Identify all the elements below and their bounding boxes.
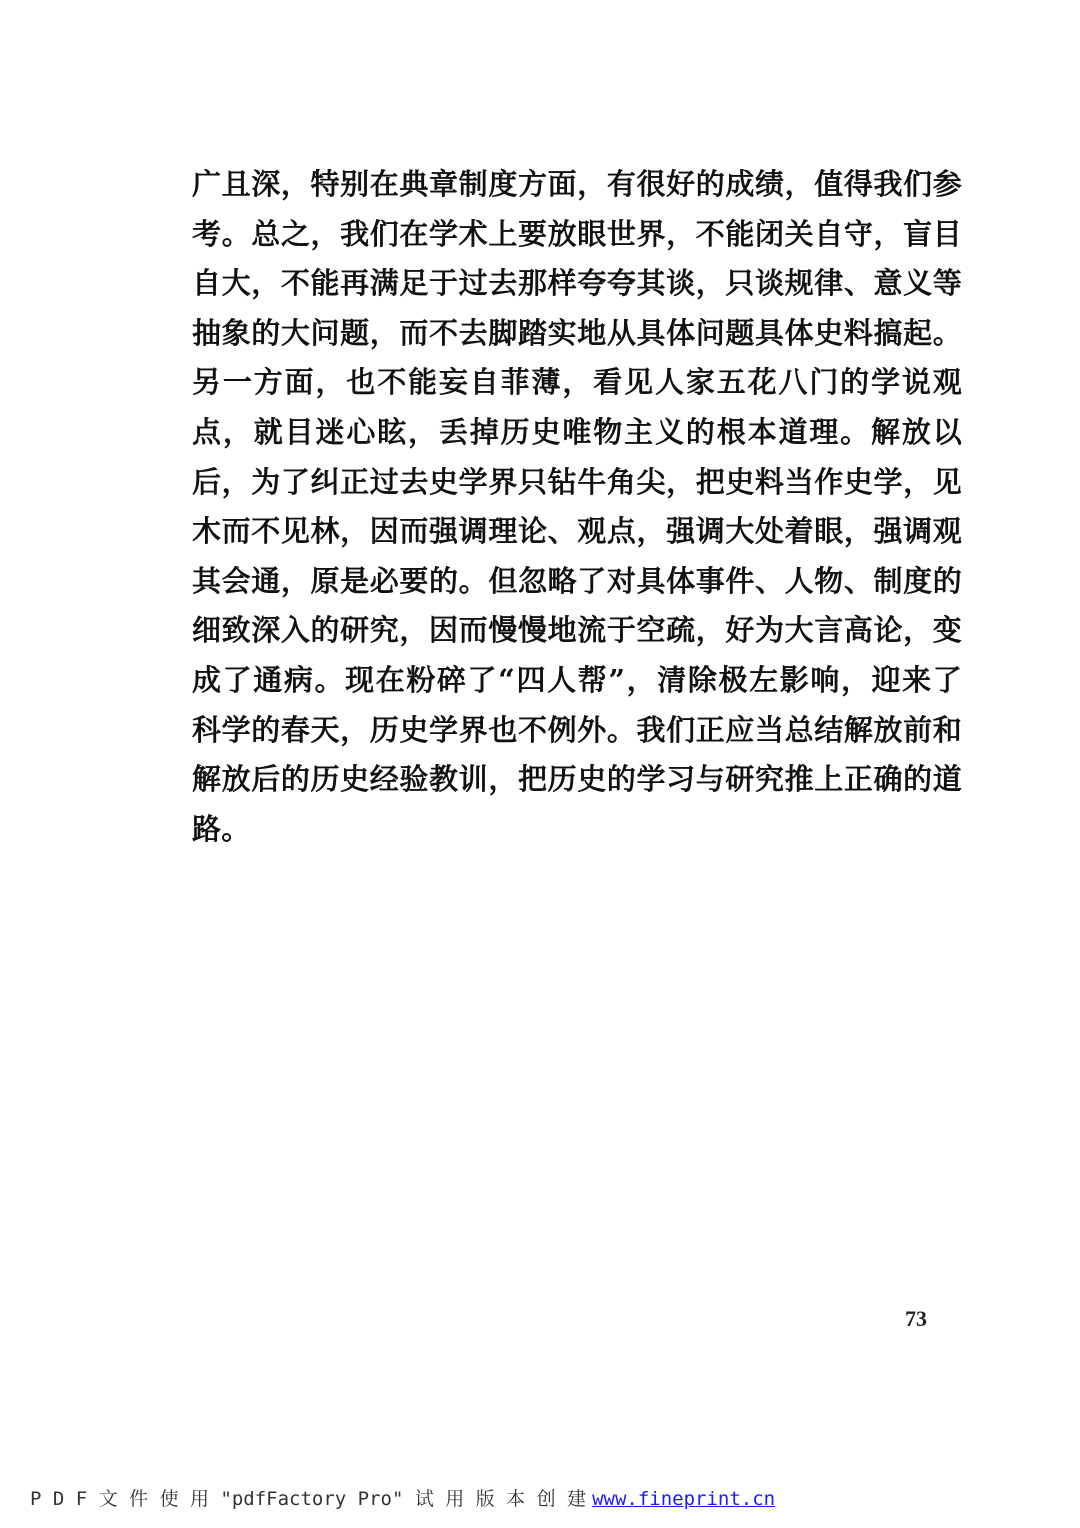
footer-text: P D F 文 件 使 用 "pdfFactory Pro" 试 用 版 本 创 建 bbox=[30, 1488, 587, 1510]
text-line: 自大，不能再满足于过去那样夸夸其谈，只谈规律、意义等 bbox=[192, 266, 962, 301]
body-text bbox=[192, 160, 962, 854]
text-line: 广且深，特别在典章制度方面，有很好的成绩，值得我们参 bbox=[192, 167, 962, 201]
text-line: 抽象的大问题，而不去脚踏实地从具体问题具体史料搞起。 bbox=[192, 315, 962, 350]
text-line: 考。总之，我们在学术上要放眼世界，不能闭关自守，盲目 bbox=[192, 216, 962, 251]
text-line: 解放后的历史经验教训，把历史的学习与研究推上正确的道 bbox=[192, 762, 962, 797]
text-line: 点，就目迷心眩，丢掉历史唯物主义的根本道理。解放以 bbox=[192, 414, 962, 449]
text-line: 另一方面，也不能妄自菲薄，看见人家五花八门的学说观 bbox=[192, 365, 962, 400]
text-line: 路。 bbox=[192, 811, 251, 846]
footer-link[interactable]: www.fineprint.cn bbox=[592, 1488, 776, 1510]
text-line: 后，为了纠正过去史学界只钻牛角尖，把史料当作史学，见 bbox=[192, 464, 962, 499]
text-line: 成了通病。现在粉碎了“四人帮”，清除极左影响，迎来了 bbox=[192, 662, 962, 697]
text-line: 科学的春天，历史学界也不例外。我们正应当总结解放前和 bbox=[192, 712, 962, 747]
footer-watermark bbox=[30, 1484, 775, 1511]
text-line: 木而不见林，因而强调理论、观点，强调大处着眼，强调观 bbox=[192, 514, 962, 549]
text-line: 细致深入的研究，因而慢慢地流于空疏，好为大言高论，变 bbox=[192, 613, 962, 648]
text-line: 其会通，原是必要的。但忽略了对具体事件、人物、制度的 bbox=[192, 563, 962, 598]
page-number: 73 bbox=[905, 1306, 927, 1331]
